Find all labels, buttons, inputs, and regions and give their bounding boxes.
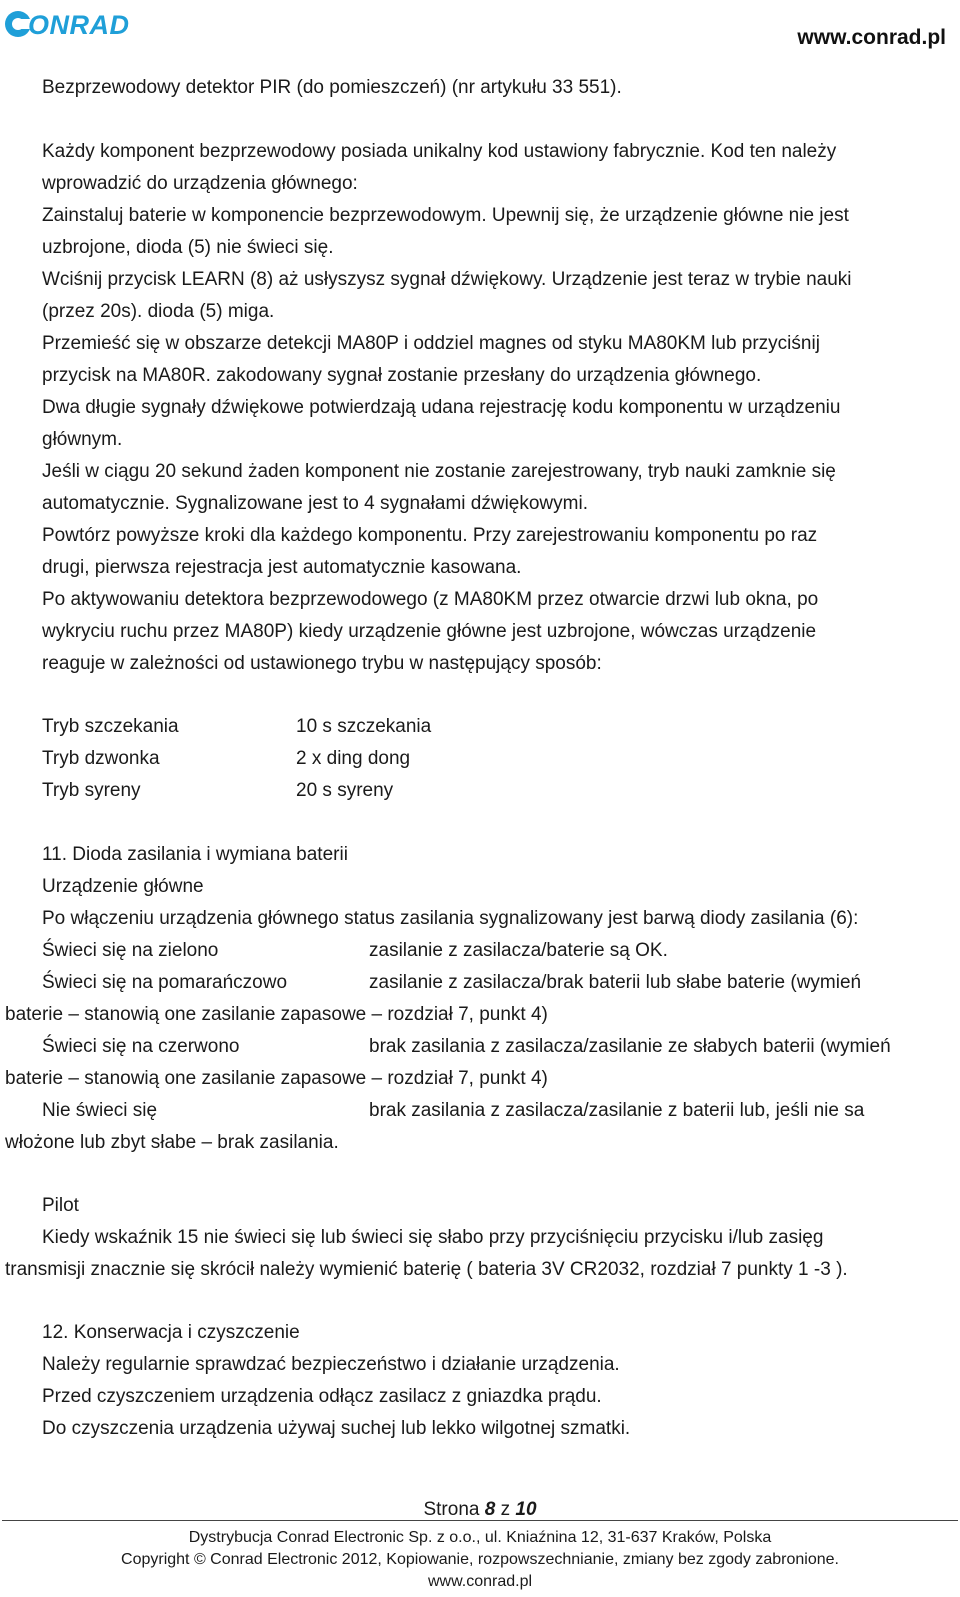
led-state-desc: brak zasilania z zasilacza/zasilanie ze słabych baterii (wymień — [369, 1036, 891, 1057]
body-line: Bezprzewodowy detektor PIR (do pomieszczeń) (nr artykułu 33 551). — [42, 77, 622, 98]
footer-line: Copyright © Conrad Electronic 2012, Kopiowanie, rozpowszechnianie, zmiany bez zgody zabronione. — [121, 1551, 839, 1568]
page-total: 10 — [515, 1499, 537, 1520]
body-line: Jeśli w ciągu 20 sekund żaden komponent nie zostanie zarejestrowany, tryb nauki zamknie się — [42, 461, 836, 482]
conrad-logo-graphic — [2, 2, 162, 42]
body-line: transmisji znacznie się skrócił należy wymienić baterię ( bateria 3V CR2032, rozdział 7 punkty 1 -3 ). — [5, 1259, 848, 1280]
page-sep: z — [500, 1499, 511, 1520]
footer-line: Dystrybucja Conrad Electronic Sp. z o.o., ul. Kniaźnina 12, 31-637 Kraków, Polska — [188, 1529, 772, 1546]
led-state-desc: zasilanie z zasilacza/baterie są OK. — [369, 940, 668, 961]
body-line: wprowadzić do urządzenia głównego: — [42, 173, 358, 194]
header-site-url: www.conrad.pl — [797, 26, 946, 49]
section-heading: 11. Dioda zasilania i wymiana baterii — [42, 844, 348, 865]
led-state-label: Świeci się na pomarańczowo — [42, 972, 288, 993]
footer-divider — [2, 1520, 958, 1521]
page-current: 8 — [484, 1499, 496, 1520]
body-line: przycisk na MA80R. zakodowany sygnał zostanie przesłany do urządzenia głównego. — [42, 365, 762, 386]
led-state-desc: zasilanie z zasilacza/brak baterii lub słabe baterie (wymień — [369, 972, 862, 993]
mode-name: Tryb dzwonka — [42, 748, 160, 769]
body-line: (przez 20s). dioda (5) miga. — [42, 301, 275, 322]
body-line: Należy regularnie sprawdzać bezpieczeństwo i działanie urządzenia. — [42, 1354, 620, 1375]
led-state-label: Świeci się na zielono — [42, 940, 219, 961]
led-state-desc-cont: baterie – stanowią one zasilanie zapasowe – rozdział 7, punkt 4) — [5, 1068, 548, 1089]
body-line: reaguje w zależności od ustawionego trybu w następujący sposób: — [42, 653, 602, 674]
body-line: Każdy komponent bezprzewodowy posiada unikalny kod ustawiony fabrycznie. Kod ten należy — [42, 141, 837, 162]
body-line: uzbrojone, dioda (5) nie świeci się. — [42, 237, 334, 258]
body-line: Wciśnij przycisk LEARN (8) aż usłyszysz sygnał dźwiękowy. Urządzenie jest teraz w trybie nauki — [42, 269, 852, 290]
body-line: Powtórz powyższe kroki dla każdego komponentu. Przy zarejestrowaniu komponentu po raz — [42, 525, 818, 546]
section-subheading: Urządzenie główne — [42, 876, 204, 897]
body-line: Zainstaluj baterie w komponencie bezprzewodowym. Upewnij się, że urządzenie główne nie jest — [42, 205, 849, 226]
mode-value: 2 x ding dong — [296, 748, 411, 769]
mode-value: 10 s szczekania — [296, 716, 432, 737]
body-line: Po aktywowaniu detektora bezprzewodowego (z MA80KM przez otwarcie drzwi lub okna, po — [42, 589, 819, 610]
body-line: głównym. — [42, 429, 123, 450]
mode-name: Tryb szczekania — [42, 716, 179, 737]
led-state-desc-cont: włożone lub zbyt słabe – brak zasilania. — [5, 1132, 339, 1153]
mode-value: 20 s syreny — [296, 780, 394, 801]
footer-url: www.conrad.pl — [427, 1573, 533, 1590]
page-number — [0, 1499, 960, 1521]
pilot-heading: Pilot — [42, 1195, 79, 1216]
body-line: drugi, pierwsza rejestracja jest automatycznie kasowana. — [42, 557, 522, 578]
section-heading: 12. Konserwacja i czyszczenie — [42, 1322, 300, 1343]
page-prefix: Strona — [423, 1499, 480, 1520]
led-state-label: Świeci się na czerwono — [42, 1036, 240, 1057]
body-line: Do czyszczenia urządzenia używaj suchej lub lekko wilgotnej szmatki. — [42, 1418, 631, 1439]
body-line: Przed czyszczeniem urządzenia odłącz zasilacz z gniazdka prądu. — [42, 1386, 602, 1407]
body-line: Kiedy wskaźnik 15 nie świeci się lub świeci się słabo przy przyciśnięciu przycisku i/lub zasięg — [42, 1227, 824, 1248]
body-line: wykryciu ruchu przez MA80P) kiedy urządzenie główne jest uzbrojone, wówczas urządzenie — [42, 621, 817, 642]
body-line: automatycznie. Sygnalizowane jest to 4 sygnałami dźwiękowymi. — [42, 493, 588, 514]
led-state-desc: brak zasilania z zasilacza/zasilanie z baterii lub, jeśli nie sa — [369, 1100, 865, 1121]
body-line: Dwa długie sygnały dźwiękowe potwierdzają udana rejestrację kodu komponentu w urządzeniu — [42, 397, 841, 418]
led-state-desc-cont: baterie – stanowią one zasilanie zapasowe – rozdział 7, punkt 4) — [5, 1004, 548, 1025]
led-state-label: Nie świeci się — [42, 1100, 158, 1121]
logo-wordmark: ONRAD — [28, 10, 130, 40]
mode-name: Tryb syreny — [42, 780, 141, 801]
body-line: Przemieść się w obszarze detekcji MA80P i oddziel magnes od styku MA80KM lub przyciśnij — [42, 333, 820, 354]
conrad-logo — [2, 2, 162, 42]
body-line: Po włączeniu urządzenia głównego status zasilania sygnalizowany jest barwą diody zasilania (6): — [42, 908, 859, 929]
